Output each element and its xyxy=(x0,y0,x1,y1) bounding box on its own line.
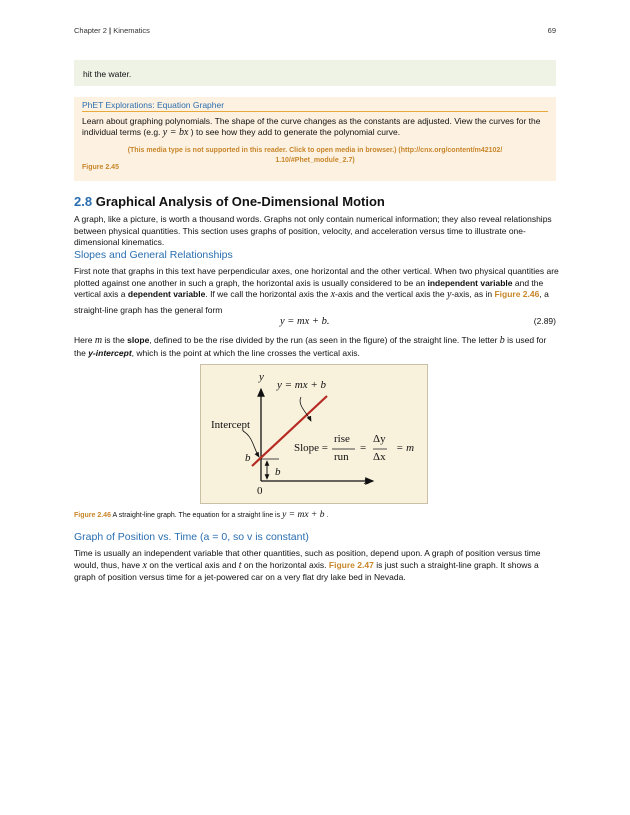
slopes-heading: Slopes and General Relationships xyxy=(74,249,233,261)
slopes-p2-line-1 xyxy=(74,335,546,347)
figure-2-46-caption xyxy=(74,510,328,520)
text-run: , defined to be the rise divided by the run (as seen in the figure) of the straight line. The letter xyxy=(149,335,498,345)
math-m: m xyxy=(94,335,103,346)
pvt-line-1: Time is usually an independent variable that other quantities, such as position, depend upon. A graph of position versus time xyxy=(74,548,541,558)
term-independent-variable: independent variable xyxy=(427,277,513,288)
x-axis-label: x xyxy=(364,475,369,487)
figure-equation-label: y = mx + b xyxy=(277,379,327,391)
term-y-intercept: y-intercept xyxy=(88,347,132,358)
section-number: 2.8 xyxy=(74,194,93,209)
text-run: and the xyxy=(514,277,544,288)
slopes-paragraph-1 xyxy=(74,266,559,316)
note-text: hit the water. xyxy=(83,69,132,79)
chapter-number: Chapter 2 xyxy=(74,26,107,35)
position-vs-time-heading: Graph of Position vs. Time (a = 0, so v is constant) xyxy=(74,531,309,543)
text-run: the xyxy=(74,347,86,358)
header-separator: | xyxy=(109,26,112,35)
caption-period: . xyxy=(326,512,329,519)
text-run: would, thus, have xyxy=(74,559,141,570)
text-run: . If we call the horizontal axis the xyxy=(205,289,329,299)
slopes-line-3 xyxy=(74,289,559,301)
y-axis-label: y xyxy=(259,371,264,383)
slopes-line-4: straight-line graph has the general form xyxy=(74,304,223,315)
intro-line-1: A graph, like a picture, is worth a thousand words. Graphs not only contain numerical information; they also reveal relationships xyxy=(74,214,552,224)
equals-m-label: = m xyxy=(396,442,415,454)
text-run: on the vertical axis and xyxy=(149,559,237,570)
figure-2-46 xyxy=(200,364,428,504)
slopes-line-2 xyxy=(74,278,559,290)
phet-body-line-1: Learn about graphing polynomials. The shape of the curve changes as the constants are adjusted. View the curves for the xyxy=(82,116,541,126)
equation-2-89: y = mx + b. xyxy=(280,316,330,327)
text-run: vertical axis a xyxy=(74,289,126,299)
phet-title-rule xyxy=(82,111,548,112)
caption-text: A straight-line graph. The equation for a straight line is xyxy=(112,512,281,519)
caption-math: y = mx + b xyxy=(282,510,325,520)
delta-y-label: Δy xyxy=(373,433,386,445)
intro-line-2: between physical quantities. This section uses graphs of position, velocity, and acceleration versus time to illustrate one- xyxy=(74,225,526,236)
term-dependent-variable: dependent variable xyxy=(127,289,206,299)
phet-body-math: y = bx xyxy=(162,127,189,138)
term-slope: slope xyxy=(127,335,150,345)
slopes-p2-line-2 xyxy=(74,348,546,360)
text-run: on the horizontal axis. xyxy=(243,559,327,570)
intro-line-3: dimensional kinematics. xyxy=(74,237,165,247)
phet-figure-label: Figure 2.45 xyxy=(82,164,119,171)
rise-label: rise xyxy=(334,433,350,445)
chapter-title: Kinematics xyxy=(113,26,150,35)
text-run: is used for xyxy=(507,335,547,345)
phet-title: PhET Explorations: Equation Grapher xyxy=(82,100,225,110)
figure-2-47-link[interactable]: Figure 2.47 xyxy=(328,559,374,570)
caption-figure-label: Figure 2.46 xyxy=(74,512,111,519)
text-run: is the xyxy=(104,335,125,345)
pvt-line-2 xyxy=(74,560,541,572)
section-intro xyxy=(74,214,552,249)
running-header xyxy=(74,26,150,35)
slope-word: Slope = xyxy=(294,442,329,454)
intercept-label: Intercept xyxy=(211,419,251,431)
math-x: x xyxy=(330,289,336,300)
pvt-line-3: graph of position versus time for a jet-powered car on a very flat dry lake bed in Nevada. xyxy=(74,572,406,582)
phet-body-text: individual terms (e.g. xyxy=(82,127,161,137)
text-run: Here xyxy=(74,335,93,345)
phet-media-link-line-2[interactable]: 1.10/#Phet_module_2.7) xyxy=(275,156,355,164)
position-vs-time-paragraph xyxy=(74,548,541,584)
figure-2-46-link[interactable]: Figure 2.46 xyxy=(494,289,540,299)
math-t: t xyxy=(238,559,242,571)
math-x: x xyxy=(142,559,147,571)
text-run: plotted against one another in such a graph, the horizontal axis is usually considered to be an xyxy=(74,277,426,288)
example-continuation-box xyxy=(74,60,556,86)
text-run: -axis, as in xyxy=(451,289,493,299)
phet-media-link-line-1[interactable]: (This media type is not supported in this reader. Click to open media in browser.) (http://cnx.org/content/m42102/ xyxy=(127,147,503,154)
section-heading xyxy=(74,194,385,209)
equation-number: (2.89) xyxy=(533,316,556,326)
phet-body-line-2 xyxy=(82,127,400,139)
math-y: y xyxy=(447,289,452,300)
phet-explorations-box xyxy=(74,97,556,181)
text-run: , a xyxy=(539,289,549,299)
phet-body-text-end: ) to see how they add to generate the polynomial curve. xyxy=(190,127,401,137)
run-label: run xyxy=(334,451,349,463)
slopes-line-1: First note that graphs in this text have perpendicular axes, one horizontal and the other vertical. When two physical quantities are xyxy=(74,266,559,276)
math-b: b xyxy=(499,335,505,346)
origin-label: 0 xyxy=(257,485,263,497)
slopes-paragraph-2 xyxy=(74,335,546,359)
phet-media-link[interactable] xyxy=(74,146,556,165)
page-number: 69 xyxy=(547,26,556,35)
b-label-right: b xyxy=(275,466,281,478)
delta-x-label: Δx xyxy=(373,451,386,463)
text-run: is just such a straight-line graph. It shows a xyxy=(376,559,539,570)
straight-line xyxy=(252,396,327,466)
section-title: Graphical Analysis of One-Dimensional Motion xyxy=(95,194,385,209)
equals-sign: = xyxy=(360,442,367,454)
text-run: , which is the point at which the line crosses the vertical axis. xyxy=(131,347,360,358)
text-run: -axis and the vertical axis the xyxy=(335,289,445,299)
b-label-left: b xyxy=(245,452,251,464)
